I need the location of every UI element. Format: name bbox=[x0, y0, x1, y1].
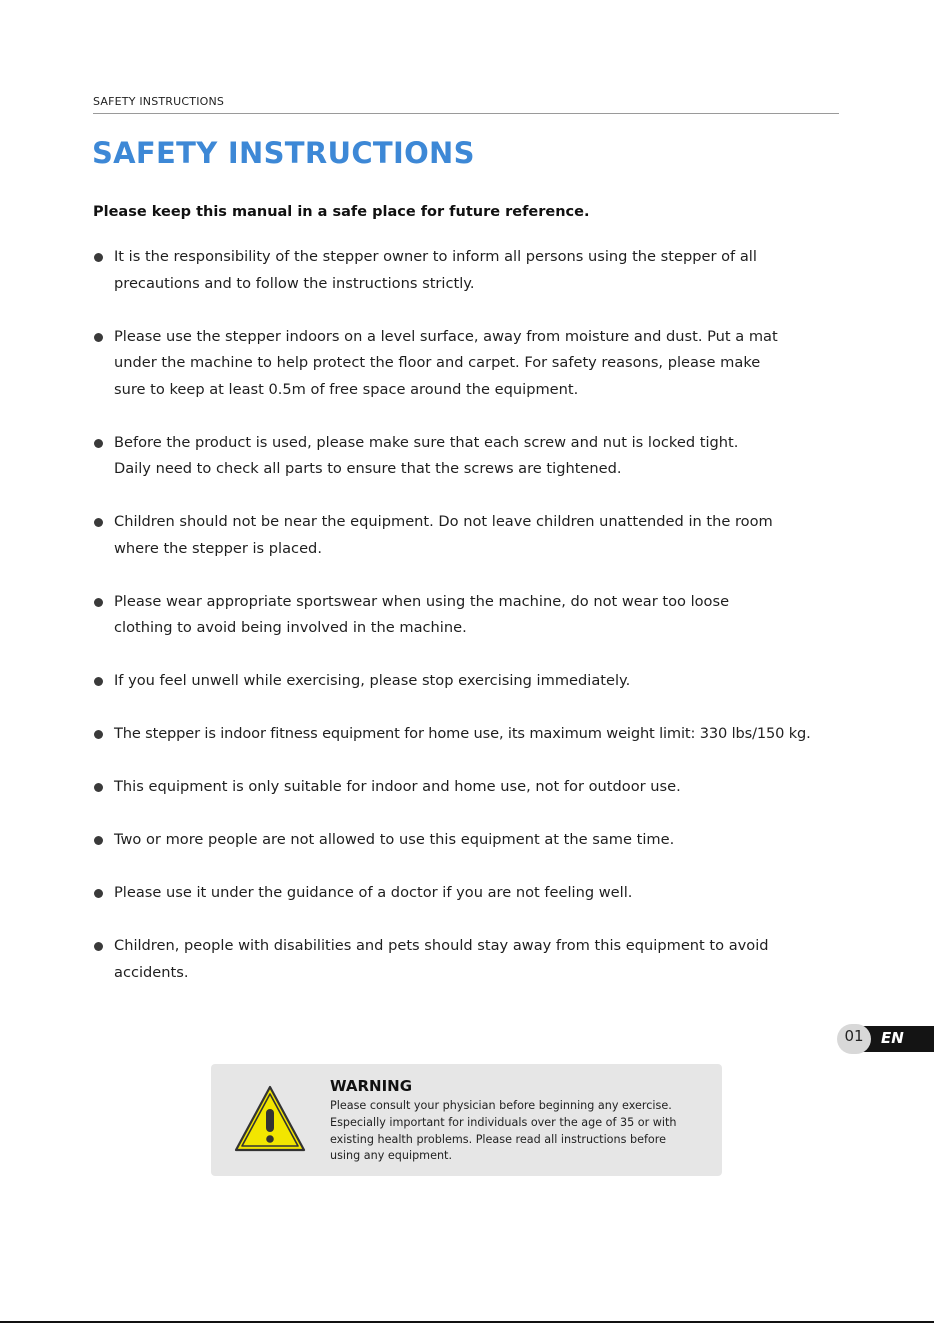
list-item-line: Before the product is used, please make sure that each screw and nut is locked tight. bbox=[114, 433, 739, 451]
list-item-line: Daily need to check all parts to ensure that the screws are tightened. bbox=[114, 460, 622, 477]
list-item bbox=[93, 933, 913, 986]
list-item bbox=[93, 827, 913, 854]
warning-text bbox=[330, 1098, 715, 1165]
list-item-line: under the machine to help protect the floor and carpet. For safety reasons, please make bbox=[114, 354, 761, 371]
list-item-line: Two or more people are not allowed to use this equipment at the same time. bbox=[114, 831, 675, 848]
bullet-icon bbox=[94, 333, 103, 342]
list-item bbox=[93, 324, 913, 404]
warning-line: using any equipment. bbox=[330, 1149, 452, 1163]
list-item bbox=[93, 774, 913, 801]
list-item-line: clothing to avoid being involved in the machine. bbox=[114, 619, 467, 636]
list-item bbox=[93, 721, 913, 748]
page-title: SAFETY INSTRUCTIONS bbox=[92, 136, 475, 170]
page-number-badge bbox=[837, 1024, 871, 1054]
warning-title: WARNING bbox=[330, 1077, 413, 1095]
warning-line: Please consult your physician before beginning any exercise. bbox=[330, 1099, 672, 1112]
bullet-icon bbox=[94, 889, 103, 898]
bullet-icon bbox=[94, 253, 103, 262]
list-item bbox=[93, 244, 913, 297]
list-item-line: where the stepper is placed. bbox=[114, 539, 322, 557]
page-number: 01 bbox=[844, 1027, 864, 1045]
list-item bbox=[93, 668, 913, 695]
warning-triangle-icon bbox=[233, 1084, 307, 1154]
list-item-line: precautions and to follow the instructions strictly. bbox=[114, 274, 475, 292]
list-item-line: accidents. bbox=[114, 963, 189, 981]
list-item-line: Please use it under the guidance of a doctor if you are not feeling well. bbox=[114, 884, 633, 901]
list-item-line: This equipment is only suitable for indoor and home use, not for outdoor use. bbox=[114, 778, 681, 795]
list-item-line: Please wear appropriate sportswear when using the machine, do not wear too loose bbox=[114, 592, 730, 610]
bullet-icon bbox=[94, 677, 103, 686]
warning-box bbox=[211, 1064, 722, 1176]
header-divider bbox=[93, 113, 839, 114]
bullet-icon bbox=[94, 730, 103, 739]
intro-note: Please keep this manual in a safe place for future reference. bbox=[93, 204, 590, 220]
list-item-line: Children, people with disabilities and pets should stay away from this equipment to avoid bbox=[114, 937, 769, 954]
safety-list bbox=[93, 244, 913, 986]
warning-line: Especially important for individuals over the age of 35 or with bbox=[330, 1115, 677, 1129]
list-item bbox=[93, 509, 913, 562]
bullet-icon bbox=[94, 439, 103, 448]
bullet-icon bbox=[94, 783, 103, 792]
list-item-line: sure to keep at least 0.5m of free space around the equipment. bbox=[114, 380, 579, 398]
warning-line: existing health problems. Please read all instructions before bbox=[330, 1132, 667, 1146]
list-item-line: If you feel unwell while exercising, please stop exercising immediately. bbox=[114, 672, 631, 689]
bullet-icon bbox=[94, 836, 103, 845]
bullet-icon bbox=[94, 598, 103, 607]
bullet-icon bbox=[94, 942, 103, 951]
list-item-line: Children should not be near the equipment. Do not leave children unattended in the room bbox=[114, 513, 773, 530]
bullet-icon bbox=[94, 518, 103, 527]
list-item-line: The stepper is indoor fitness equipment for home use, its maximum weight limit: 330 lbs/150 kg. bbox=[114, 725, 811, 742]
list-item-line: It is the responsibility of the stepper owner to inform all persons using the stepper of all bbox=[114, 248, 757, 265]
language-label: EN bbox=[881, 1029, 904, 1047]
page-tab bbox=[837, 1026, 934, 1052]
list-item-line: Please use the stepper indoors on a level surface, away from moisture and dust. Put a mat bbox=[114, 327, 778, 345]
list-item bbox=[93, 430, 913, 483]
running-header: SAFETY INSTRUCTIONS bbox=[93, 95, 225, 108]
list-item bbox=[93, 589, 913, 642]
list-item bbox=[93, 880, 913, 907]
